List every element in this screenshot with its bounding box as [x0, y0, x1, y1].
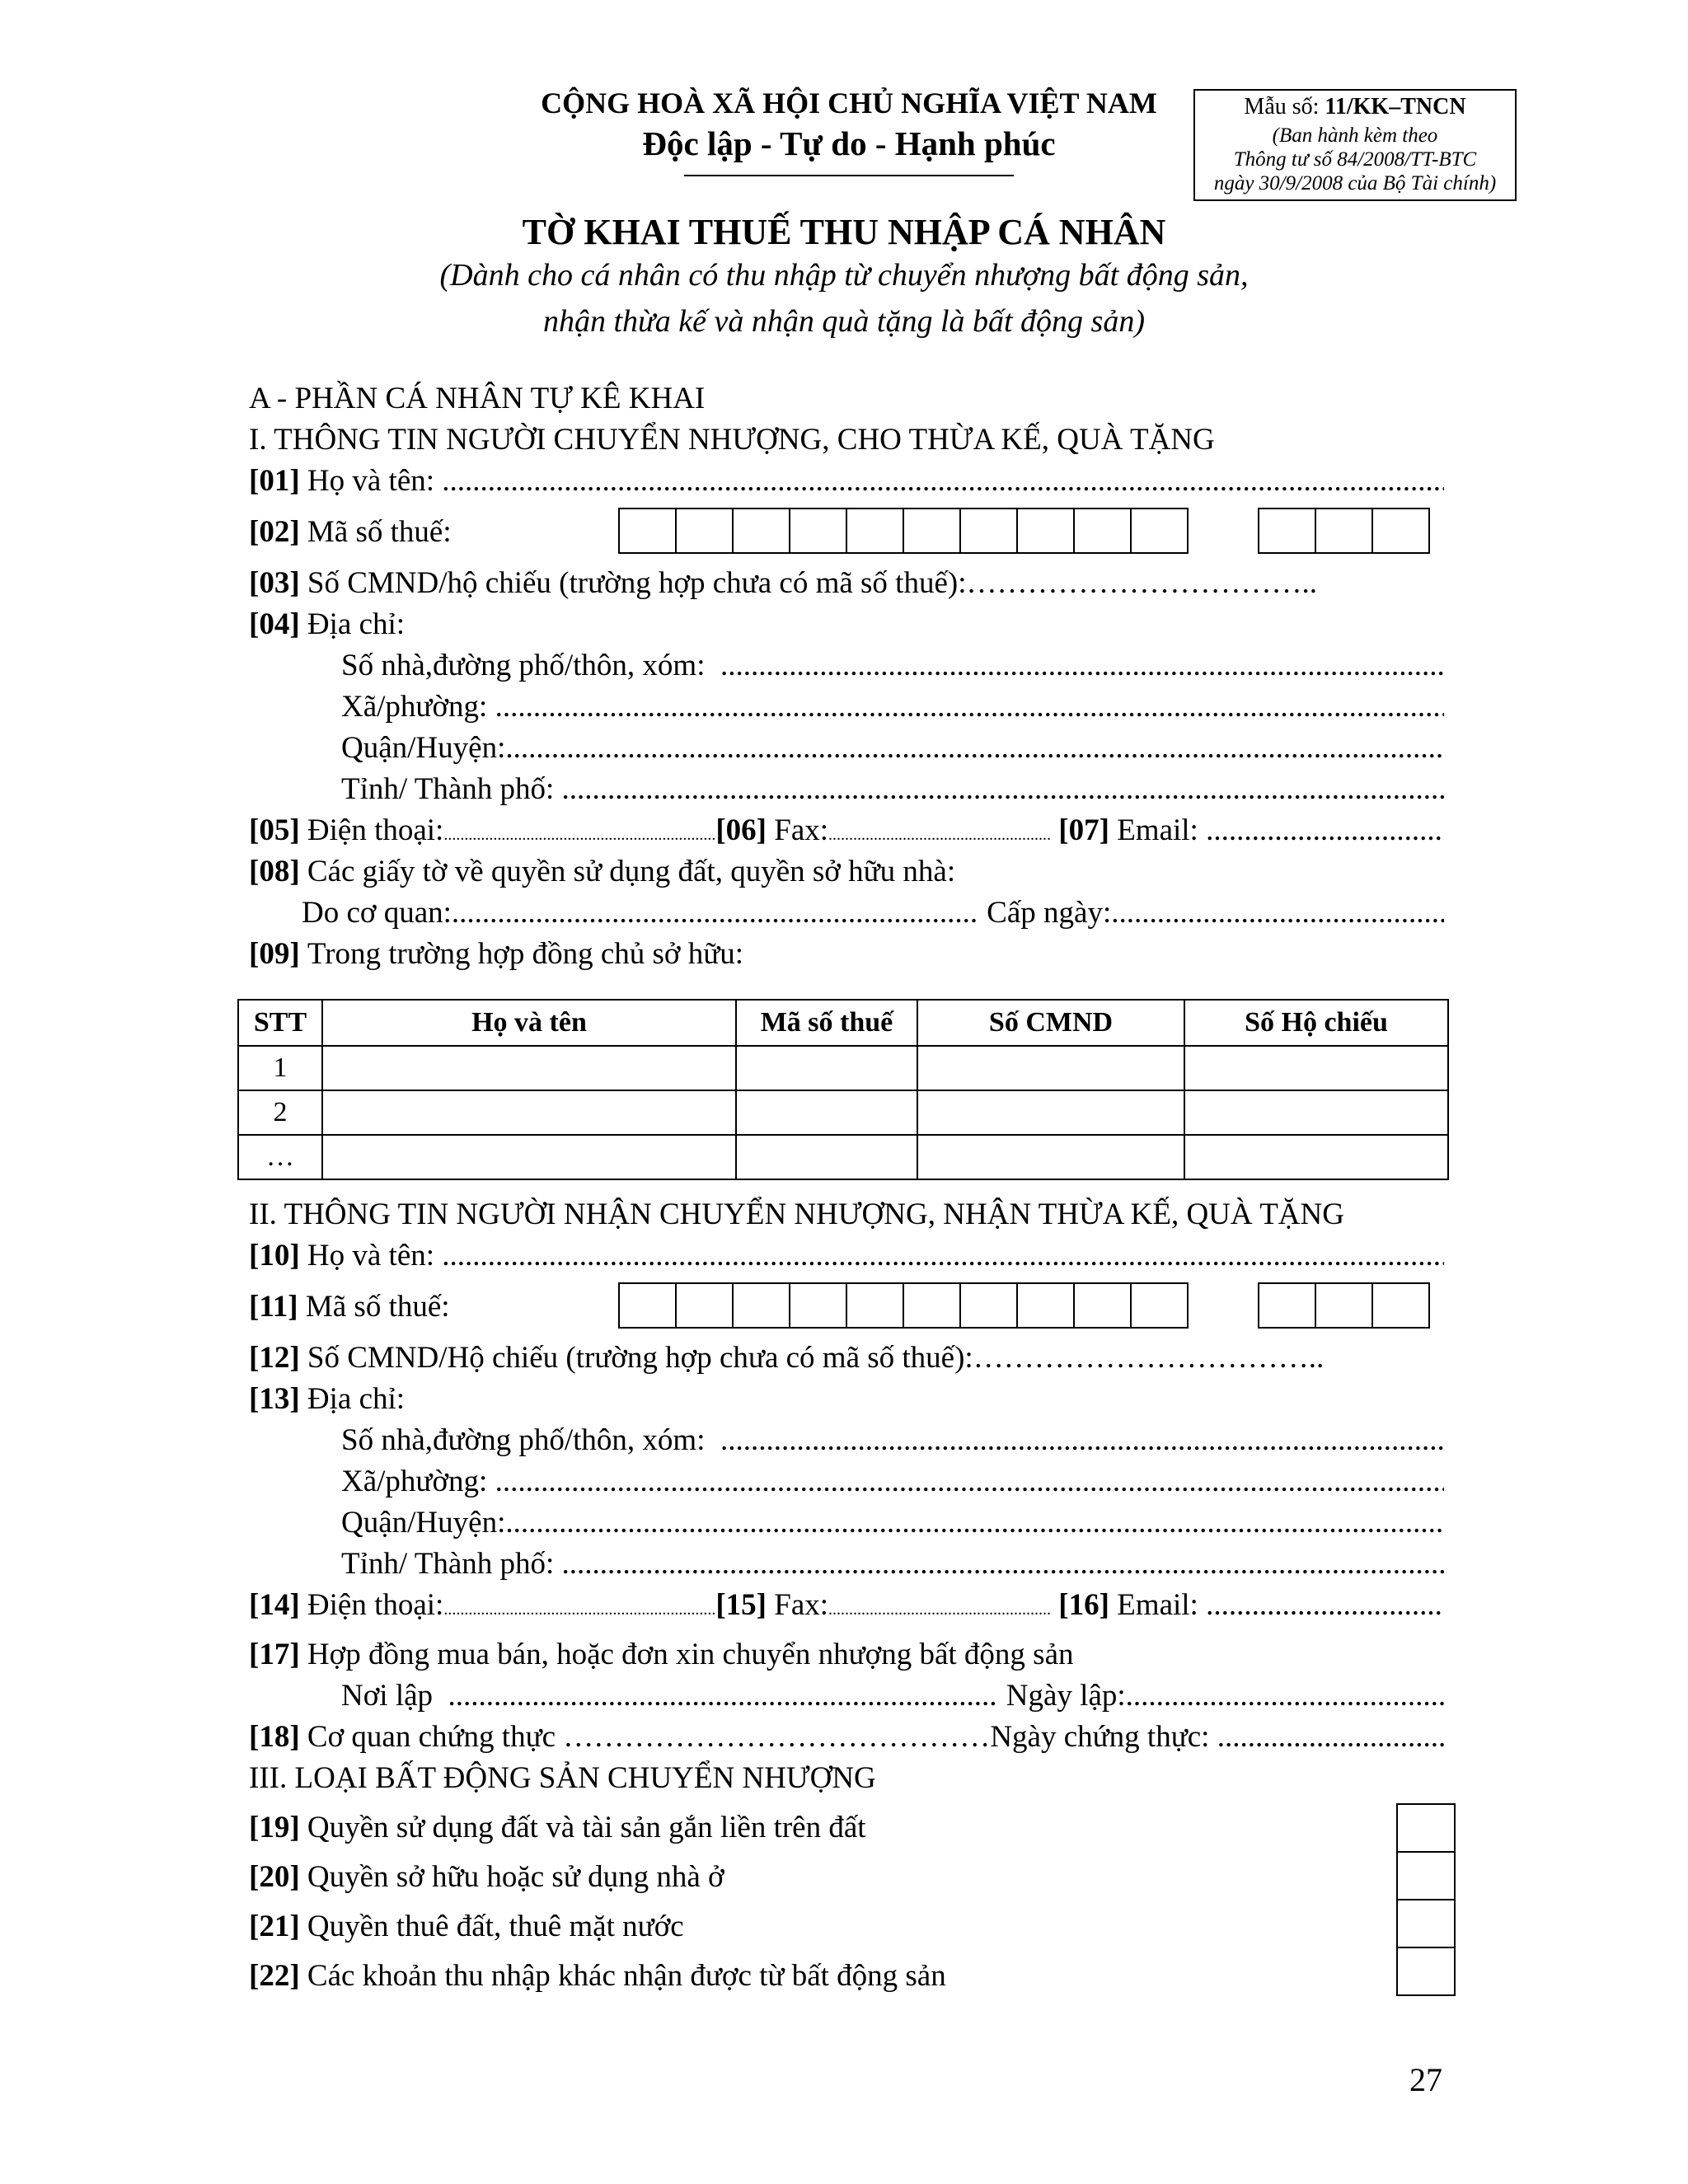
- email-fill[interactable]: [1206, 1587, 1444, 1623]
- country-name: CỘNG HOÀ XÃ HỘI CHỦ NGHĨA VIỆT NAM: [541, 87, 1157, 120]
- cell-id[interactable]: [917, 1135, 1184, 1179]
- field-label: Số CMND/Hộ chiếu (trường hợp chưa có mã số thuế):……………………………..: [307, 1341, 1325, 1375]
- table-row: [238, 1046, 1448, 1090]
- address-district-1[interactable]: [341, 730, 1444, 766]
- field-code: [03]: [249, 566, 300, 600]
- address-ward-1[interactable]: [341, 689, 1444, 724]
- address-street-1[interactable]: [341, 648, 1444, 683]
- address-province-2[interactable]: [341, 1546, 1444, 1582]
- field-code: [06]: [715, 813, 767, 847]
- field-label: Trong trường hợp đồng chủ sở hữu:: [307, 937, 744, 971]
- page-number: 27: [1409, 2061, 1442, 2098]
- form-number-prefix: Mẫu số:: [1244, 94, 1320, 120]
- checkbox-22[interactable]: [1396, 1947, 1456, 1996]
- field-code: [04]: [249, 607, 300, 641]
- made-date-label: Ngày lập:: [1006, 1679, 1126, 1713]
- checkbox-19[interactable]: [1396, 1803, 1456, 1853]
- form-issuance-note: [1195, 124, 1515, 195]
- field-label: Tỉnh/ Thành phố:: [341, 772, 555, 806]
- cell-tax-code[interactable]: [736, 1090, 917, 1135]
- section-3-heading: III. LOẠI BẤT ĐỘNG SẢN CHUYỂN NHƯỢNG: [249, 1761, 876, 1795]
- cell-passport[interactable]: [1184, 1135, 1448, 1179]
- section-1-heading: I. THÔNG TIN NGƯỜI CHUYỂN NHƯỢNG, CHO THỪA KẾ, QUÀ TẶNG: [249, 423, 1215, 457]
- subtitle-line-1: (Dành cho cá nhân có thu nhập từ chuyển nhượng bất động sản,: [439, 258, 1249, 293]
- table-header-row: [238, 1000, 1448, 1046]
- field-code: [15]: [715, 1588, 767, 1622]
- field-code: [13]: [249, 1382, 300, 1416]
- cell-passport[interactable]: [1184, 1046, 1448, 1090]
- field-code: [07]: [1058, 813, 1109, 847]
- cell-name[interactable]: [322, 1046, 736, 1090]
- cell-name[interactable]: [322, 1090, 736, 1135]
- field-code: [19]: [249, 1811, 300, 1844]
- field-10-full-name[interactable]: [249, 1238, 1444, 1273]
- address-province-1[interactable]: [341, 771, 1444, 807]
- phone-label: Điện thoại:: [307, 813, 444, 847]
- certified-date-fill[interactable]: [1217, 1719, 1444, 1755]
- field-code: [02]: [249, 515, 300, 549]
- section-2-heading: II. THÔNG TIN NGƯỜI NHẬN CHUYỂN NHƯỢNG, NHẬN THỪA KẾ, QUÀ TẶNG: [249, 1197, 1344, 1231]
- table-row: [238, 1135, 1448, 1179]
- field-02-tax-code-label: [249, 514, 452, 550]
- fill-line: [720, 648, 1444, 683]
- field-code: [22]: [249, 1959, 300, 1993]
- field-code: [12]: [249, 1341, 300, 1375]
- field-20: [249, 1859, 724, 1895]
- field-21: [249, 1909, 684, 1944]
- field-label: Địa chỉ:: [307, 607, 406, 641]
- fill-line: [720, 1422, 1444, 1458]
- issued-date-fill[interactable]: [1111, 895, 1444, 930]
- field-label: Số CMND/hộ chiếu (trường hợp chưa có mã số thuế):……………………………..: [307, 566, 1317, 600]
- field-code: [16]: [1058, 1588, 1109, 1622]
- issuance-row: [302, 895, 1444, 930]
- field-code: [21]: [249, 1910, 300, 1943]
- field-19: [249, 1810, 866, 1845]
- field-label: Tỉnh/ Thành phố:: [341, 1547, 555, 1581]
- field-11-tax-code-label: [249, 1289, 450, 1324]
- phone-label: Điện thoại:: [307, 1588, 444, 1622]
- field-code: [05]: [249, 813, 300, 847]
- address-district-2[interactable]: [341, 1505, 1444, 1540]
- form-number: [1195, 94, 1515, 120]
- tax-code-boxes-branch[interactable]: [1259, 508, 1430, 554]
- row-index: 2: [238, 1090, 322, 1135]
- field-label: Quyền thuê đất, thuê mặt nước: [307, 1910, 684, 1943]
- field-code: [14]: [249, 1588, 300, 1622]
- table-row: [238, 1090, 1448, 1135]
- field-18-certifying-body: [249, 1719, 1444, 1755]
- issued-by-label: Do cơ quan:: [302, 896, 452, 930]
- field-code: [17]: [249, 1638, 300, 1671]
- field-08-land-docs: [249, 854, 955, 889]
- cell-passport[interactable]: [1184, 1090, 1448, 1135]
- field-code: [01]: [249, 464, 300, 498]
- col-full-name: Họ và tên: [322, 1000, 736, 1046]
- phone-fill[interactable]: [443, 826, 715, 845]
- col-passport: Số Hộ chiếu: [1184, 1000, 1448, 1046]
- field-label: Quận/Huyện:: [341, 1506, 506, 1540]
- fax-fill[interactable]: [828, 1601, 1051, 1619]
- field-code: [18]: [249, 1720, 300, 1754]
- field-label: Quyền sử dụng đất và tài sản gắn liền trên đất: [307, 1811, 866, 1844]
- field-05-07-contact: [249, 813, 1444, 848]
- fill-line: [505, 730, 1444, 766]
- field-code: [09]: [249, 937, 300, 971]
- made-at-label: Nơi lập: [341, 1679, 434, 1713]
- field-label: Mã số thuế:: [305, 1290, 450, 1324]
- tax-code-boxes-main-2[interactable]: [620, 1282, 1189, 1329]
- field-code: [20]: [249, 1860, 300, 1894]
- field-code: [10]: [249, 1239, 300, 1272]
- col-stt: STT: [238, 1000, 322, 1046]
- row-index: …: [238, 1135, 322, 1179]
- checkbox-20[interactable]: [1396, 1851, 1456, 1900]
- field-label: Hợp đồng mua bán, hoặc đơn xin chuyển nhượng bất động sản: [307, 1638, 1074, 1671]
- issued-date-label: Cấp ngày:: [987, 896, 1112, 930]
- row-index: 1: [238, 1046, 322, 1090]
- note-line-2: Thông tư số 84/2008/TT-BTC: [1233, 148, 1477, 171]
- fax-fill[interactable]: [828, 826, 1051, 845]
- field-14-16-contact: [249, 1587, 1444, 1623]
- form-code: 11/KK–TNCN: [1325, 94, 1466, 120]
- field-label: Địa chỉ:: [307, 1382, 406, 1416]
- certified-date-label: Ngày chứng thực:: [990, 1720, 1210, 1754]
- fill-line: [505, 1505, 1444, 1540]
- cell-id[interactable]: [917, 1046, 1184, 1090]
- field-13-address: [249, 1381, 405, 1417]
- address-ward-2[interactable]: [341, 1464, 1444, 1499]
- email-fill[interactable]: [1206, 813, 1444, 848]
- email-label: Email:: [1117, 813, 1198, 847]
- subtitle-line-2: nhận thừa kế và nhận quà tặng là bất động sản): [543, 304, 1145, 339]
- field-label: Số nhà,đường phố/thôn, xóm:: [341, 1423, 706, 1457]
- national-motto: Độc lập - Tự do - Hạnh phúc: [642, 124, 1056, 162]
- made-at-fill[interactable]: [448, 1678, 999, 1713]
- document-title: TỜ KHAI THUẾ THU NHẬP CÁ NHÂN: [522, 212, 1166, 252]
- fill-line: [495, 689, 1444, 724]
- section-a-heading: A - PHẦN CÁ NHÂN TỰ KÊ KHAI: [249, 382, 706, 415]
- field-label: Quyền sở hữu hoặc sử dụng nhà ở: [307, 1860, 724, 1894]
- field-label: Số nhà,đường phố/thôn, xóm:: [341, 649, 706, 682]
- field-12-id-number[interactable]: [249, 1340, 1324, 1376]
- field-label: Xã/phường:: [341, 1465, 488, 1498]
- form-number-box: [1193, 89, 1517, 201]
- field-code: [11]: [249, 1290, 298, 1324]
- col-id-number: Số CMND: [917, 1000, 1184, 1046]
- field-label: Xã/phường:: [341, 690, 488, 724]
- header-divider: [684, 175, 1014, 176]
- cell-tax-code[interactable]: [736, 1046, 917, 1090]
- fill-line: [495, 1464, 1444, 1499]
- made-date-fill[interactable]: [1126, 1678, 1444, 1713]
- cell-id[interactable]: [917, 1090, 1184, 1135]
- field-09-co-owners: [249, 936, 743, 972]
- col-tax-code: Mã số thuế: [736, 1000, 917, 1046]
- contract-made-row: [341, 1678, 1444, 1713]
- field-code: [08]: [249, 855, 300, 888]
- cell-name[interactable]: [322, 1135, 736, 1179]
- fill-line: [562, 1546, 1444, 1582]
- field-label: Mã số thuế:: [307, 515, 452, 549]
- field-04-address: [249, 607, 405, 642]
- note-line-3: ngày 30/9/2008 của Bộ Tài chính): [1213, 172, 1497, 194]
- fax-label: Fax:: [774, 813, 829, 847]
- co-owners-table: [237, 999, 1449, 1180]
- field-label: Cơ quan chứng thực ……………………………………: [307, 1720, 991, 1754]
- field-label: Các khoản thu nhập khác nhận được từ bất động sản: [307, 1959, 946, 1993]
- address-street-2[interactable]: [341, 1422, 1444, 1458]
- field-label: Họ và tên:: [307, 464, 435, 498]
- note-line-1: (Ban hành kèm theo: [1272, 124, 1438, 147]
- checkbox-21[interactable]: [1396, 1899, 1456, 1948]
- fill-line: [442, 1238, 1444, 1273]
- fill-line: [442, 463, 1444, 499]
- tax-code-boxes-main[interactable]: [620, 508, 1189, 554]
- field-01-full-name[interactable]: [249, 463, 1444, 499]
- fill-line: [562, 771, 1444, 807]
- phone-fill[interactable]: [443, 1601, 715, 1619]
- field-label: Các giấy tờ về quyền sử dụng đất, quyền sở hữu nhà:: [307, 855, 956, 888]
- email-label: Email:: [1117, 1588, 1198, 1622]
- fax-label: Fax:: [774, 1588, 829, 1622]
- cell-tax-code[interactable]: [736, 1135, 917, 1179]
- tax-code-boxes-branch-2[interactable]: [1259, 1282, 1430, 1329]
- field-label: Họ và tên:: [307, 1239, 435, 1272]
- field-17-contract: [249, 1637, 1074, 1672]
- field-03-id-number[interactable]: [249, 565, 1317, 601]
- issued-by-fill[interactable]: [452, 895, 979, 930]
- field-label: Quận/Huyện:: [341, 731, 506, 765]
- field-22: [249, 1958, 946, 1994]
